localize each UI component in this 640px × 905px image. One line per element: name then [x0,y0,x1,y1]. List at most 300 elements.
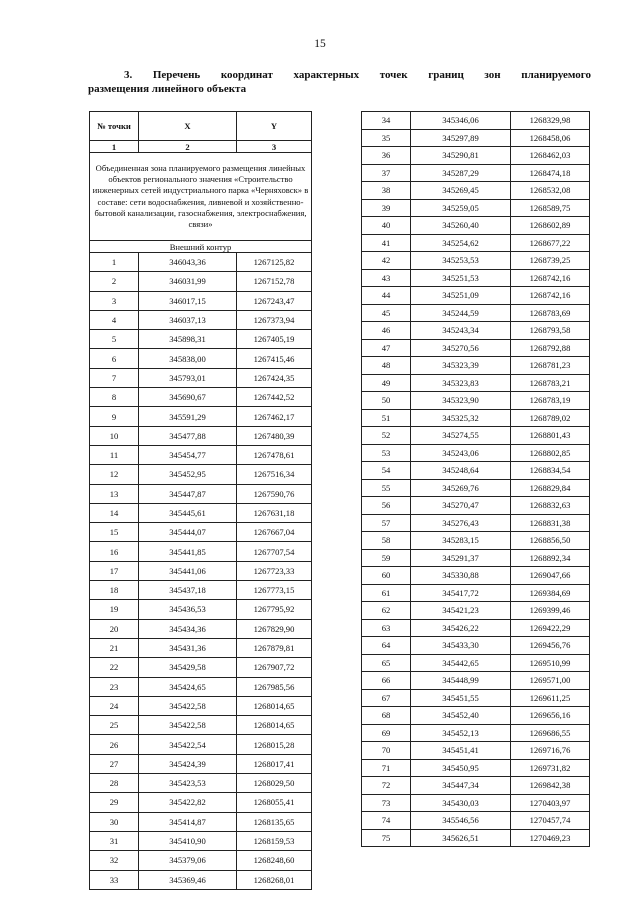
x-coordinate-cell: 345243,06 [411,444,511,462]
point-number-cell: 24 [90,696,139,715]
point-number-cell: 21 [90,638,139,657]
x-coordinate-cell: 345417,72 [411,584,511,602]
y-coordinate-cell: 1267723,33 [237,561,312,580]
x-coordinate-cell: 345422,58 [139,696,237,715]
y-coordinate-cell: 1269456,76 [511,637,590,655]
point-number-cell: 1 [90,253,139,272]
table-row [362,619,590,637]
point-number-cell: 68 [362,707,411,725]
point-number-cell: 51 [362,409,411,427]
table-row [90,291,312,310]
table-row [90,696,312,715]
point-number-cell: 29 [90,793,139,812]
x-coordinate-cell: 345244,59 [411,304,511,322]
zone-description: Объединенная зона планируемого размещения линейных объектов регионального значения «Строительство инженерных сетей индустриального парка «Черняховск» в составе: сети водоснабжения, ливневой и хозяйственно-бытовой канализации, газоснабжения, электроснабжения, связи» [90,153,312,241]
x-coordinate-cell: 345379,06 [139,851,237,870]
table-row [90,310,312,329]
x-coordinate-cell: 345254,62 [411,234,511,252]
x-coordinate-cell: 345626,51 [411,829,511,847]
point-number-cell: 45 [362,304,411,322]
x-coordinate-cell: 345426,22 [411,619,511,637]
zone-description-row [90,153,312,241]
point-number-cell: 16 [90,542,139,561]
x-coordinate-cell: 345477,88 [139,426,237,445]
y-coordinate-cell: 1268159,53 [237,831,312,850]
table-row [90,600,312,619]
column-number-2: 2 [139,141,237,153]
table-row [90,349,312,368]
point-number-cell: 17 [90,561,139,580]
point-number-cell: 70 [362,742,411,760]
y-coordinate-cell: 1268532,08 [511,182,590,200]
x-coordinate-cell: 345448,99 [411,672,511,690]
y-coordinate-cell: 1267707,54 [237,542,312,561]
y-coordinate-cell: 1267985,56 [237,677,312,696]
table-row [362,689,590,707]
x-coordinate-cell: 345433,30 [411,637,511,655]
table-row [362,164,590,182]
x-coordinate-cell: 345434,36 [139,619,237,638]
table-row [362,129,590,147]
y-coordinate-cell: 1269422,29 [511,619,590,637]
y-coordinate-cell: 1268834,54 [511,462,590,480]
y-coordinate-cell: 1268793,58 [511,322,590,340]
table-row [362,357,590,375]
table-row [362,829,590,847]
y-coordinate-cell: 1267152,78 [237,272,312,291]
x-coordinate-cell: 345330,88 [411,567,511,585]
y-coordinate-cell: 1267462,17 [237,407,312,426]
table-header-row [90,112,312,141]
point-number-cell: 10 [90,426,139,445]
table-row [90,638,312,657]
table-row [90,272,312,291]
point-number-cell: 42 [362,252,411,270]
table-row [90,542,312,561]
point-number-cell: 8 [90,388,139,407]
table-row [362,777,590,795]
x-coordinate-cell: 345251,09 [411,287,511,305]
y-coordinate-cell: 1267879,81 [237,638,312,657]
point-number-cell: 53 [362,444,411,462]
table-row [90,831,312,850]
x-coordinate-cell: 345591,29 [139,407,237,426]
y-coordinate-cell: 1268014,65 [237,696,312,715]
x-coordinate-cell: 345269,45 [411,182,511,200]
x-coordinate-cell: 345424,39 [139,754,237,773]
x-coordinate-cell: 345898,31 [139,330,237,349]
point-number-cell: 12 [90,465,139,484]
point-number-cell: 41 [362,234,411,252]
y-coordinate-cell: 1267631,18 [237,503,312,522]
table-row [90,523,312,542]
x-coordinate-cell: 345283,15 [411,532,511,550]
heading-line-2: размещения линейного объекта [88,83,247,95]
x-coordinate-cell: 345450,95 [411,759,511,777]
table-row [90,793,312,812]
x-coordinate-cell: 345447,87 [139,484,237,503]
x-coordinate-cell: 345410,90 [139,831,237,850]
y-coordinate-cell: 1267516,34 [237,465,312,484]
point-number-cell: 14 [90,503,139,522]
y-coordinate-cell: 1269571,00 [511,672,590,690]
x-coordinate-cell: 345323,83 [411,374,511,392]
y-coordinate-cell: 1268801,43 [511,427,590,445]
table-row [362,637,590,655]
x-coordinate-cell: 345248,64 [411,462,511,480]
x-coordinate-cell: 345325,32 [411,409,511,427]
y-coordinate-cell: 1267405,19 [237,330,312,349]
y-coordinate-cell: 1268829,84 [511,479,590,497]
x-coordinate-cell: 345793,01 [139,368,237,387]
x-coordinate-cell: 345445,61 [139,503,237,522]
y-coordinate-cell: 1269384,69 [511,584,590,602]
y-coordinate-cell: 1268856,50 [511,532,590,550]
point-number-cell: 63 [362,619,411,637]
point-number-cell: 37 [362,164,411,182]
x-coordinate-cell: 345270,47 [411,497,511,515]
y-coordinate-cell: 1270457,74 [511,812,590,830]
table-row [362,392,590,410]
y-coordinate-cell: 1269656,16 [511,707,590,725]
y-coordinate-cell: 1268832,63 [511,497,590,515]
x-coordinate-cell: 345414,87 [139,812,237,831]
table-row [362,724,590,742]
x-coordinate-cell: 345269,76 [411,479,511,497]
point-number-cell: 56 [362,497,411,515]
table-row [362,584,590,602]
point-number-cell: 75 [362,829,411,847]
y-coordinate-cell: 1269716,76 [511,742,590,760]
point-number-cell: 44 [362,287,411,305]
table-row [362,147,590,165]
y-coordinate-cell: 1268135,65 [237,812,312,831]
point-number-cell: 33 [90,870,139,889]
x-coordinate-cell: 345260,40 [411,217,511,235]
contour-label-row [90,241,312,253]
y-coordinate-cell: 1269686,55 [511,724,590,742]
table-row [90,812,312,831]
y-coordinate-cell: 1268602,89 [511,217,590,235]
table-row [90,754,312,773]
x-coordinate-cell: 345442,65 [411,654,511,672]
x-coordinate-cell: 345369,46 [139,870,237,889]
table-row [90,735,312,754]
x-coordinate-cell: 345253,53 [411,252,511,270]
x-coordinate-cell: 345243,34 [411,322,511,340]
y-coordinate-cell: 1268474,18 [511,164,590,182]
point-number-cell: 2 [90,272,139,291]
y-coordinate-cell: 1267442,52 [237,388,312,407]
y-coordinate-cell: 1268783,21 [511,374,590,392]
x-coordinate-cell: 345251,53 [411,269,511,287]
y-coordinate-cell: 1270403,97 [511,794,590,812]
y-coordinate-cell: 1269399,46 [511,602,590,620]
section-heading [88,68,591,96]
x-coordinate-cell: 345441,85 [139,542,237,561]
x-coordinate-cell: 345270,56 [411,339,511,357]
coordinates-table-left [89,111,312,890]
y-coordinate-cell: 1268014,65 [237,716,312,735]
y-coordinate-cell: 1268792,88 [511,339,590,357]
y-coordinate-cell: 1268789,02 [511,409,590,427]
table-row [90,619,312,638]
x-coordinate-cell: 345429,58 [139,658,237,677]
table-row [90,870,312,889]
table-row [90,484,312,503]
point-number-cell: 71 [362,759,411,777]
x-coordinate-cell: 345452,40 [411,707,511,725]
table-row [362,322,590,340]
point-number-cell: 15 [90,523,139,542]
header-y: Y [237,112,312,141]
x-coordinate-cell: 345421,23 [411,602,511,620]
x-coordinate-cell: 345346,06 [411,112,511,130]
y-coordinate-cell: 1269611,25 [511,689,590,707]
x-coordinate-cell: 346043,36 [139,253,237,272]
table-row [362,374,590,392]
column-number-row [90,141,312,153]
y-coordinate-cell: 1268783,19 [511,392,590,410]
table-row [90,851,312,870]
table-row [90,658,312,677]
y-coordinate-cell: 1268739,25 [511,252,590,270]
y-coordinate-cell: 1270469,23 [511,829,590,847]
table-row [90,368,312,387]
y-coordinate-cell: 1269510,99 [511,654,590,672]
point-number-cell: 40 [362,217,411,235]
point-number-cell: 61 [362,584,411,602]
y-coordinate-cell: 1268055,41 [237,793,312,812]
point-number-cell: 47 [362,339,411,357]
table-row [90,503,312,522]
y-coordinate-cell: 1267773,15 [237,581,312,600]
point-number-cell: 31 [90,831,139,850]
x-coordinate-cell: 345274,55 [411,427,511,445]
table-row [362,444,590,462]
point-number-cell: 20 [90,619,139,638]
table-row [362,339,590,357]
point-number-cell: 36 [362,147,411,165]
column-number-3: 3 [237,141,312,153]
point-number-cell: 55 [362,479,411,497]
y-coordinate-cell: 1268248,60 [237,851,312,870]
y-coordinate-cell: 1268742,16 [511,287,590,305]
y-coordinate-cell: 1268783,69 [511,304,590,322]
x-coordinate-cell: 345452,95 [139,465,237,484]
x-coordinate-cell: 345441,06 [139,561,237,580]
table-row [362,672,590,690]
x-coordinate-cell: 345424,65 [139,677,237,696]
table-row [362,794,590,812]
y-coordinate-cell: 1267125,82 [237,253,312,272]
y-coordinate-cell: 1267415,46 [237,349,312,368]
table-row [362,532,590,550]
x-coordinate-cell: 345437,18 [139,581,237,600]
table-row [362,252,590,270]
x-coordinate-cell: 345276,43 [411,514,511,532]
header-x: X [139,112,237,141]
coordinates-table-right [361,111,590,847]
x-coordinate-cell: 345297,89 [411,129,511,147]
y-coordinate-cell: 1268017,41 [237,754,312,773]
x-coordinate-cell: 345291,37 [411,549,511,567]
table-row [362,602,590,620]
x-coordinate-cell: 345444,07 [139,523,237,542]
page-number: 15 [314,38,326,50]
table-row [362,567,590,585]
y-coordinate-cell: 1268268,01 [237,870,312,889]
y-coordinate-cell: 1269731,82 [511,759,590,777]
point-number-cell: 35 [362,129,411,147]
point-number-cell: 74 [362,812,411,830]
point-number-cell: 72 [362,777,411,795]
point-number-cell: 19 [90,600,139,619]
table-row [362,707,590,725]
table-row [90,330,312,349]
point-number-cell: 50 [362,392,411,410]
x-coordinate-cell: 345422,54 [139,735,237,754]
table-row [90,774,312,793]
point-number-cell: 43 [362,269,411,287]
table-row [362,269,590,287]
point-number-cell: 60 [362,567,411,585]
x-coordinate-cell: 346031,99 [139,272,237,291]
y-coordinate-cell: 1268029,50 [237,774,312,793]
contour-label: Внешний контур [90,241,312,253]
y-coordinate-cell: 1268589,75 [511,199,590,217]
point-number-cell: 39 [362,199,411,217]
x-coordinate-cell: 346017,15 [139,291,237,310]
table-row [90,716,312,735]
y-coordinate-cell: 1267795,92 [237,600,312,619]
point-number-cell: 4 [90,310,139,329]
table-row [362,234,590,252]
y-coordinate-cell: 1267480,39 [237,426,312,445]
table-row [362,462,590,480]
table-row [362,112,590,130]
table-row [90,445,312,464]
point-number-cell: 73 [362,794,411,812]
table-row [362,217,590,235]
y-coordinate-cell: 1267829,90 [237,619,312,638]
x-coordinate-cell: 345690,67 [139,388,237,407]
table-row [90,677,312,696]
x-coordinate-cell: 345287,29 [411,164,511,182]
point-number-cell: 30 [90,812,139,831]
y-coordinate-cell: 1268015,28 [237,735,312,754]
table-row [362,549,590,567]
y-coordinate-cell: 1267667,04 [237,523,312,542]
y-coordinate-cell: 1267424,35 [237,368,312,387]
y-coordinate-cell: 1267590,76 [237,484,312,503]
point-number-cell: 28 [90,774,139,793]
point-number-cell: 18 [90,581,139,600]
table-row [90,388,312,407]
x-coordinate-cell: 345431,36 [139,638,237,657]
y-coordinate-cell: 1268677,22 [511,234,590,252]
point-number-cell: 26 [90,735,139,754]
point-number-cell: 62 [362,602,411,620]
point-number-cell: 25 [90,716,139,735]
point-number-cell: 67 [362,689,411,707]
point-number-cell: 66 [362,672,411,690]
column-number-1: 1 [90,141,139,153]
x-coordinate-cell: 345430,03 [411,794,511,812]
x-coordinate-cell: 345451,55 [411,689,511,707]
x-coordinate-cell: 345454,77 [139,445,237,464]
x-coordinate-cell: 345447,34 [411,777,511,795]
y-coordinate-cell: 1268329,98 [511,112,590,130]
x-coordinate-cell: 345290,81 [411,147,511,165]
point-number-cell: 64 [362,637,411,655]
x-coordinate-cell: 345323,90 [411,392,511,410]
point-number-cell: 65 [362,654,411,672]
x-coordinate-cell: 345323,39 [411,357,511,375]
point-number-cell: 9 [90,407,139,426]
table-row [362,812,590,830]
x-coordinate-cell: 345423,53 [139,774,237,793]
point-number-cell: 58 [362,532,411,550]
table-row [362,759,590,777]
table-row [362,479,590,497]
table-row [362,287,590,305]
point-number-cell: 22 [90,658,139,677]
x-coordinate-cell: 345436,53 [139,600,237,619]
table-row [362,304,590,322]
point-number-cell: 13 [90,484,139,503]
table-row [362,514,590,532]
x-coordinate-cell: 346037,13 [139,310,237,329]
table-row [362,199,590,217]
point-number-cell: 38 [362,182,411,200]
x-coordinate-cell: 345838,00 [139,349,237,368]
y-coordinate-cell: 1267907,72 [237,658,312,677]
point-number-cell: 46 [362,322,411,340]
table-row [362,409,590,427]
point-number-cell: 34 [362,112,411,130]
point-number-cell: 32 [90,851,139,870]
header-point-number: № точки [90,112,139,141]
x-coordinate-cell: 345259,05 [411,199,511,217]
y-coordinate-cell: 1267478,61 [237,445,312,464]
table-row [362,427,590,445]
point-number-cell: 49 [362,374,411,392]
y-coordinate-cell: 1268458,06 [511,129,590,147]
x-coordinate-cell: 345422,82 [139,793,237,812]
y-coordinate-cell: 1268831,38 [511,514,590,532]
point-number-cell: 59 [362,549,411,567]
table-row [90,426,312,445]
y-coordinate-cell: 1267373,94 [237,310,312,329]
y-coordinate-cell: 1269842,38 [511,777,590,795]
point-number-cell: 27 [90,754,139,773]
x-coordinate-cell: 345422,58 [139,716,237,735]
table-row [90,581,312,600]
point-number-cell: 3 [90,291,139,310]
y-coordinate-cell: 1268742,16 [511,269,590,287]
table-row [90,253,312,272]
y-coordinate-cell: 1268802,85 [511,444,590,462]
table-row [90,561,312,580]
point-number-cell: 57 [362,514,411,532]
y-coordinate-cell: 1268781,23 [511,357,590,375]
point-number-cell: 69 [362,724,411,742]
table-row [362,497,590,515]
table-row [90,465,312,484]
x-coordinate-cell: 345546,56 [411,812,511,830]
point-number-cell: 54 [362,462,411,480]
